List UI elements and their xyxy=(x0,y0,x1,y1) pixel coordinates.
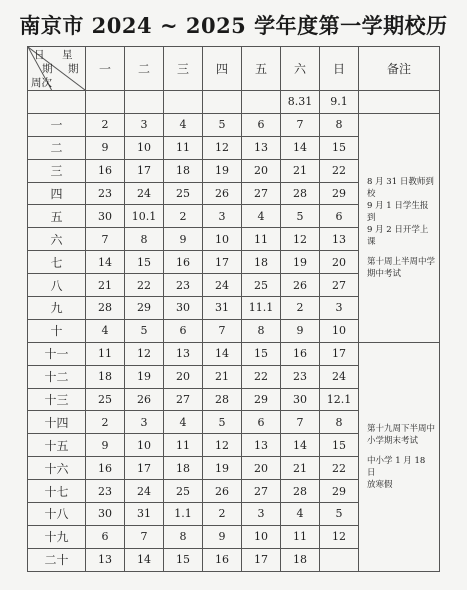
school-calendar-table xyxy=(27,46,440,572)
date-cell: 18 xyxy=(164,457,203,480)
date-cell: 20 xyxy=(242,159,281,182)
corner-header-cell xyxy=(28,47,86,91)
date-cell: 4 xyxy=(242,205,281,228)
date-cell: 17 xyxy=(125,457,164,480)
notes-header: 备注 xyxy=(359,47,440,91)
date-cell: 27 xyxy=(242,182,281,205)
date-cell: 10 xyxy=(320,319,359,342)
date-cell: 20 xyxy=(164,365,203,388)
date-cell: 6 xyxy=(86,525,125,548)
date-cell: 6 xyxy=(242,411,281,434)
date-cell: 4 xyxy=(281,503,320,526)
date-cell: 16 xyxy=(164,251,203,274)
note-line: 9 月 1 日学生报到 xyxy=(367,200,429,223)
date-cell: 2 xyxy=(203,503,242,526)
date-cell: 7 xyxy=(125,525,164,548)
date-cell: 3 xyxy=(242,503,281,526)
week-number-cell: 十八 xyxy=(28,503,86,526)
date-cell xyxy=(86,91,125,114)
date-cell: 7 xyxy=(86,228,125,251)
date-cell: 24 xyxy=(203,274,242,297)
header-row xyxy=(28,47,440,91)
date-cell: 3 xyxy=(125,411,164,434)
week-number-cell: 九 xyxy=(28,297,86,320)
week-number-cell: 七 xyxy=(28,251,86,274)
date-cell: 23 xyxy=(281,365,320,388)
date-cell: 22 xyxy=(320,457,359,480)
date-cell: 9 xyxy=(164,228,203,251)
date-cell: 27 xyxy=(320,274,359,297)
date-cell: 26 xyxy=(125,388,164,411)
week-number-cell: 五 xyxy=(28,205,86,228)
date-cell: 21 xyxy=(281,159,320,182)
date-cell: 22 xyxy=(320,159,359,182)
date-cell: 21 xyxy=(86,274,125,297)
day-header-5: 五 xyxy=(242,47,281,91)
date-cell: 11 xyxy=(281,525,320,548)
date-cell: 2 xyxy=(281,297,320,320)
date-cell: 8 xyxy=(320,411,359,434)
week-row xyxy=(28,91,440,114)
week-number-cell: 三 xyxy=(28,159,86,182)
week-number-cell: 十五 xyxy=(28,434,86,457)
date-cell: 29 xyxy=(320,480,359,503)
date-cell: 31 xyxy=(203,297,242,320)
date-cell: 12 xyxy=(203,136,242,159)
date-cell: 28 xyxy=(86,297,125,320)
date-cell: 24 xyxy=(320,365,359,388)
corner-label-xing: 星 xyxy=(62,49,73,61)
date-cell: 8 xyxy=(164,525,203,548)
note-line: 第十周上半周中学 xyxy=(367,256,436,267)
week-row xyxy=(28,113,440,136)
week-number-cell: 十九 xyxy=(28,525,86,548)
date-cell: 13 xyxy=(242,136,281,159)
note-line: 小学期末考试 xyxy=(367,435,419,446)
date-cell xyxy=(320,548,359,571)
date-cell: 29 xyxy=(242,388,281,411)
date-cell: 23 xyxy=(164,274,203,297)
date-cell: 12 xyxy=(125,342,164,365)
date-cell: 4 xyxy=(164,411,203,434)
date-cell: 12 xyxy=(281,228,320,251)
date-cell: 5 xyxy=(281,205,320,228)
date-cell: 28 xyxy=(281,480,320,503)
note-line: 放寒假 xyxy=(367,479,393,490)
date-cell: 16 xyxy=(203,548,242,571)
date-cell: 12 xyxy=(203,434,242,457)
note-spacer xyxy=(367,447,436,455)
notes-first-half xyxy=(359,113,440,342)
date-cell: 5 xyxy=(320,503,359,526)
week-number-cell: 十六 xyxy=(28,457,86,480)
date-cell: 10.1 xyxy=(125,205,164,228)
date-cell: 13 xyxy=(242,434,281,457)
corner-label-ri: 日 xyxy=(34,49,45,61)
date-cell xyxy=(164,91,203,114)
date-cell: 15 xyxy=(125,251,164,274)
note-line: 9 月 2 日开学上课 xyxy=(367,224,429,247)
week-number-cell: 十四 xyxy=(28,411,86,434)
date-cell: 15 xyxy=(242,342,281,365)
date-cell: 24 xyxy=(125,182,164,205)
date-cell: 9 xyxy=(86,434,125,457)
date-cell: 19 xyxy=(203,159,242,182)
date-cell: 8 xyxy=(242,319,281,342)
date-cell: 7 xyxy=(203,319,242,342)
date-cell: 14 xyxy=(125,548,164,571)
date-cell: 21 xyxy=(203,365,242,388)
date-cell: 25 xyxy=(164,182,203,205)
date-cell: 8 xyxy=(125,228,164,251)
date-cell: 22 xyxy=(125,274,164,297)
date-cell: 14 xyxy=(203,342,242,365)
date-cell: 12 xyxy=(320,525,359,548)
date-cell: 25 xyxy=(86,388,125,411)
date-cell: 7 xyxy=(281,411,320,434)
day-header-4: 四 xyxy=(203,47,242,91)
week-number-cell: 十一 xyxy=(28,342,86,365)
date-cell: 30 xyxy=(164,297,203,320)
date-cell: 30 xyxy=(86,503,125,526)
date-cell: 8.31 xyxy=(281,91,320,114)
date-cell: 28 xyxy=(281,182,320,205)
date-cell: 5 xyxy=(203,411,242,434)
notes-cell-empty xyxy=(359,91,440,114)
note-spacer xyxy=(367,248,436,256)
date-cell: 26 xyxy=(203,480,242,503)
date-cell: 17 xyxy=(242,548,281,571)
date-cell: 19 xyxy=(203,457,242,480)
date-cell: 6 xyxy=(164,319,203,342)
date-cell: 4 xyxy=(86,319,125,342)
date-cell: 16 xyxy=(86,457,125,480)
date-cell: 31 xyxy=(125,503,164,526)
date-cell: 9.1 xyxy=(320,91,359,114)
date-cell: 11 xyxy=(242,228,281,251)
date-cell: 6 xyxy=(242,113,281,136)
date-cell: 8 xyxy=(320,113,359,136)
date-cell: 22 xyxy=(242,365,281,388)
date-cell: 5 xyxy=(125,319,164,342)
week-number-cell: 十 xyxy=(28,319,86,342)
week-number-cell: 六 xyxy=(28,228,86,251)
note-line: 中小学 1 月 18 日 xyxy=(367,455,426,478)
date-cell: 5 xyxy=(203,113,242,136)
date-cell: 9 xyxy=(86,136,125,159)
date-cell: 27 xyxy=(164,388,203,411)
date-cell: 6 xyxy=(320,205,359,228)
date-cell: 2 xyxy=(86,411,125,434)
date-cell: 25 xyxy=(164,480,203,503)
date-cell: 14 xyxy=(86,251,125,274)
date-cell: 18 xyxy=(164,159,203,182)
date-cell: 19 xyxy=(281,251,320,274)
week-number-cell xyxy=(28,91,86,114)
date-cell: 25 xyxy=(242,274,281,297)
date-cell: 14 xyxy=(281,136,320,159)
date-cell: 26 xyxy=(203,182,242,205)
date-cell: 4 xyxy=(164,113,203,136)
date-cell: 11.1 xyxy=(242,297,281,320)
date-cell: 2 xyxy=(86,113,125,136)
date-cell: 30 xyxy=(86,205,125,228)
date-cell: 14 xyxy=(281,434,320,457)
date-cell xyxy=(125,91,164,114)
date-cell: 23 xyxy=(86,480,125,503)
date-cell: 26 xyxy=(281,274,320,297)
week-number-cell: 八 xyxy=(28,274,86,297)
date-cell: 15 xyxy=(320,136,359,159)
corner-label-zhouci: 周次 xyxy=(31,77,52,89)
date-cell: 16 xyxy=(86,159,125,182)
date-cell: 12.1 xyxy=(320,388,359,411)
week-number-cell: 十三 xyxy=(28,388,86,411)
date-cell: 24 xyxy=(125,480,164,503)
day-header-6: 六 xyxy=(281,47,320,91)
date-cell: 20 xyxy=(320,251,359,274)
date-cell: 1.1 xyxy=(164,503,203,526)
date-cell: 3 xyxy=(203,205,242,228)
date-cell: 10 xyxy=(125,136,164,159)
date-cell: 18 xyxy=(242,251,281,274)
date-cell: 17 xyxy=(203,251,242,274)
week-number-cell: 十二 xyxy=(28,365,86,388)
week-number-cell: 一 xyxy=(28,113,86,136)
date-cell: 28 xyxy=(203,388,242,411)
week-number-cell: 二 xyxy=(28,136,86,159)
date-cell: 10 xyxy=(125,434,164,457)
date-cell: 7 xyxy=(281,113,320,136)
date-cell: 11 xyxy=(86,342,125,365)
date-cell: 18 xyxy=(86,365,125,388)
date-cell xyxy=(242,91,281,114)
date-cell: 18 xyxy=(281,548,320,571)
date-cell: 10 xyxy=(203,228,242,251)
date-cell: 30 xyxy=(281,388,320,411)
day-header-2: 二 xyxy=(125,47,164,91)
date-cell: 15 xyxy=(164,548,203,571)
date-cell: 15 xyxy=(320,434,359,457)
date-cell: 29 xyxy=(125,297,164,320)
week-number-cell: 十七 xyxy=(28,480,86,503)
date-cell: 3 xyxy=(125,113,164,136)
date-cell: 3 xyxy=(320,297,359,320)
date-cell: 27 xyxy=(242,480,281,503)
date-cell: 16 xyxy=(281,342,320,365)
date-cell: 11 xyxy=(164,434,203,457)
date-cell: 17 xyxy=(125,159,164,182)
date-cell: 9 xyxy=(203,525,242,548)
date-cell: 10 xyxy=(242,525,281,548)
notes-second-half xyxy=(359,342,440,571)
date-cell: 13 xyxy=(164,342,203,365)
date-cell: 13 xyxy=(86,548,125,571)
day-header-7: 日 xyxy=(320,47,359,91)
date-cell: 20 xyxy=(242,457,281,480)
date-cell: 23 xyxy=(86,182,125,205)
date-cell: 19 xyxy=(125,365,164,388)
date-cell: 13 xyxy=(320,228,359,251)
date-cell: 11 xyxy=(164,136,203,159)
week-row xyxy=(28,342,440,365)
week-number-cell: 二十 xyxy=(28,548,86,571)
day-header-1: 一 xyxy=(86,47,125,91)
date-cell: 9 xyxy=(281,319,320,342)
page-title: 南京市 2024 ~ 2025 学年度第一学期校历 xyxy=(19,13,448,38)
day-header-3: 三 xyxy=(164,47,203,91)
week-number-cell: 四 xyxy=(28,182,86,205)
note-line: 第十九周下半周中 xyxy=(367,423,436,434)
date-cell: 21 xyxy=(281,457,320,480)
note-line: 期中考试 xyxy=(367,268,402,279)
note-line: 8 月 31 日教师到校 xyxy=(367,176,434,199)
date-cell: 17 xyxy=(320,342,359,365)
date-cell: 2 xyxy=(164,205,203,228)
corner-label-qi2: 期 xyxy=(68,63,79,75)
corner-label-qi: 期 xyxy=(42,63,53,75)
date-cell: 29 xyxy=(320,182,359,205)
date-cell xyxy=(203,91,242,114)
